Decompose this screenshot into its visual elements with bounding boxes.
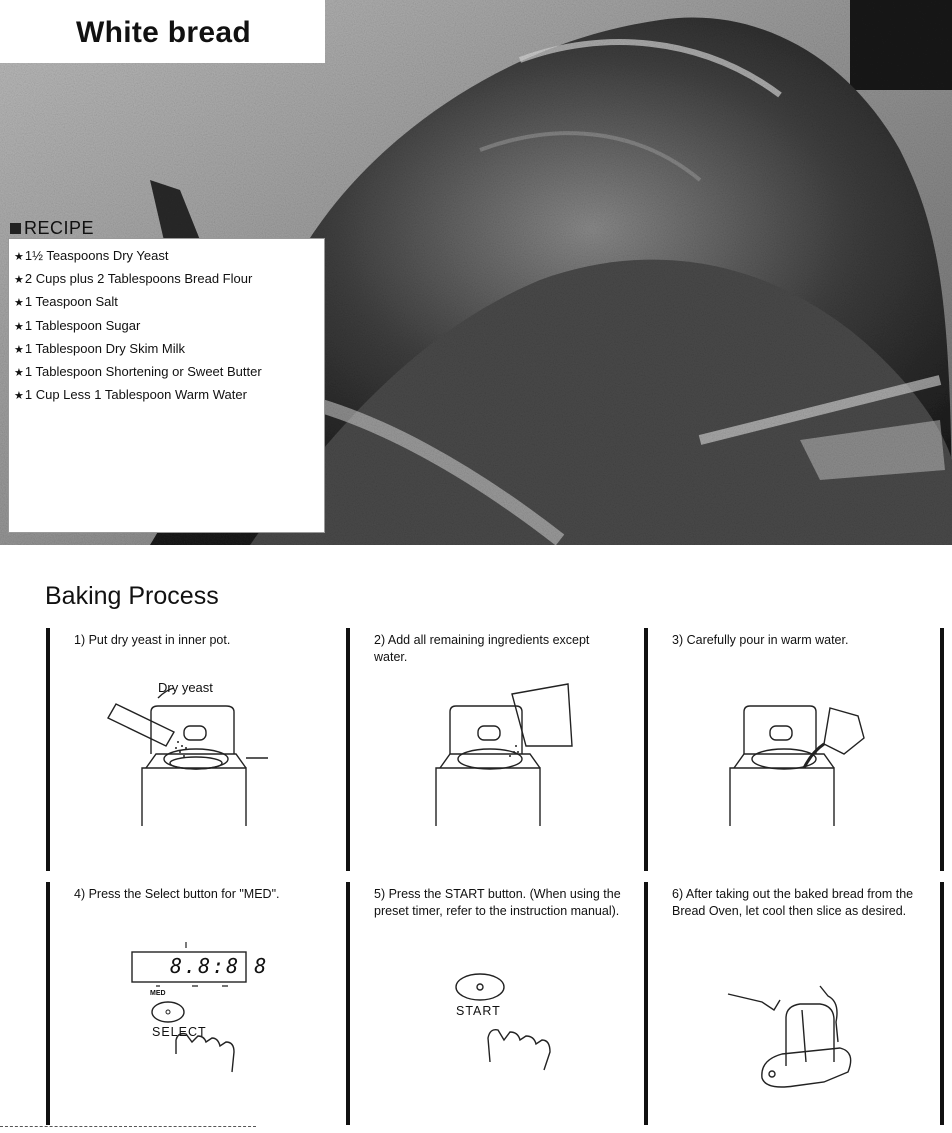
select-button-label: SELECT xyxy=(152,1025,207,1039)
page-edge-bar xyxy=(940,628,944,871)
recipe-box xyxy=(8,238,325,533)
illustration-label: Dry yeast xyxy=(158,680,213,695)
step-text: 5) Press the START button. (When using the preset timer, refer to the instruction manual). xyxy=(374,887,621,918)
star-icon: ★ xyxy=(14,274,24,287)
title-box xyxy=(0,0,325,63)
list-item xyxy=(14,361,324,384)
square-bullet-icon xyxy=(10,223,21,234)
page-edge-bar xyxy=(940,882,944,1125)
lcd-display: 8.8:8 8 xyxy=(170,954,269,978)
step-text: 2) Add all remaining ingredients except water. xyxy=(374,633,590,664)
step-text: 3) Carefully pour in warm water. xyxy=(672,633,849,647)
list-item xyxy=(14,291,324,314)
list-item xyxy=(14,315,324,338)
step-6 xyxy=(644,882,936,1125)
recipe-heading-label: RECIPE xyxy=(24,218,95,238)
ingredient-text: 1 Cup Less 1 Tablespoon Warm Water xyxy=(24,387,247,403)
step-6-illustration xyxy=(644,882,936,1125)
ingredient-text: 1 Tablespoon Sugar xyxy=(24,317,141,333)
list-item xyxy=(14,245,324,268)
list-item xyxy=(14,338,324,361)
ingredient-text: 1 Tablespoon Shortening or Sweet Butter xyxy=(24,364,262,380)
recipe-heading xyxy=(10,218,94,239)
step-text: 6) After taking out the baked bread from the Bread Oven, let cool then slice as desired. xyxy=(672,887,914,918)
ingredient-text: 1 Tablespoon Dry Skim Milk xyxy=(24,340,186,356)
list-item xyxy=(14,384,324,407)
step-2-illustration xyxy=(346,628,638,871)
list-item xyxy=(14,268,324,291)
page-title: White bread xyxy=(76,16,251,49)
step-5 xyxy=(346,882,638,1125)
step-2 xyxy=(346,628,638,871)
step-text: 1) Put dry yeast in inner pot. xyxy=(74,633,231,647)
footer-rule xyxy=(0,1126,256,1127)
step-1 xyxy=(46,628,338,871)
step-4 xyxy=(46,882,338,1125)
star-icon: ★ xyxy=(14,320,24,333)
step-3-illustration xyxy=(644,628,936,871)
star-icon: ★ xyxy=(14,297,24,310)
step-4-illustration xyxy=(46,882,338,1125)
step-3 xyxy=(644,628,936,871)
section-title: Baking Process xyxy=(45,582,219,610)
ingredient-text: 1½ Teaspoons Dry Yeast xyxy=(24,248,169,263)
start-button-label: START xyxy=(456,1004,501,1018)
star-icon: ★ xyxy=(14,343,24,356)
mode-indicator: MED xyxy=(150,990,166,997)
step-text: 4) Press the Select button for "MED". xyxy=(74,887,280,901)
ingredient-text: 2 Cups plus 2 Tablespoons Bread Flour xyxy=(24,271,253,287)
ingredient-list xyxy=(9,239,324,407)
star-icon: ★ xyxy=(14,390,24,403)
star-icon: ★ xyxy=(14,367,24,380)
step-1-illustration xyxy=(46,628,338,871)
star-icon: ★ xyxy=(14,251,24,263)
ingredient-text: 1 Teaspoon Salt xyxy=(24,294,118,310)
